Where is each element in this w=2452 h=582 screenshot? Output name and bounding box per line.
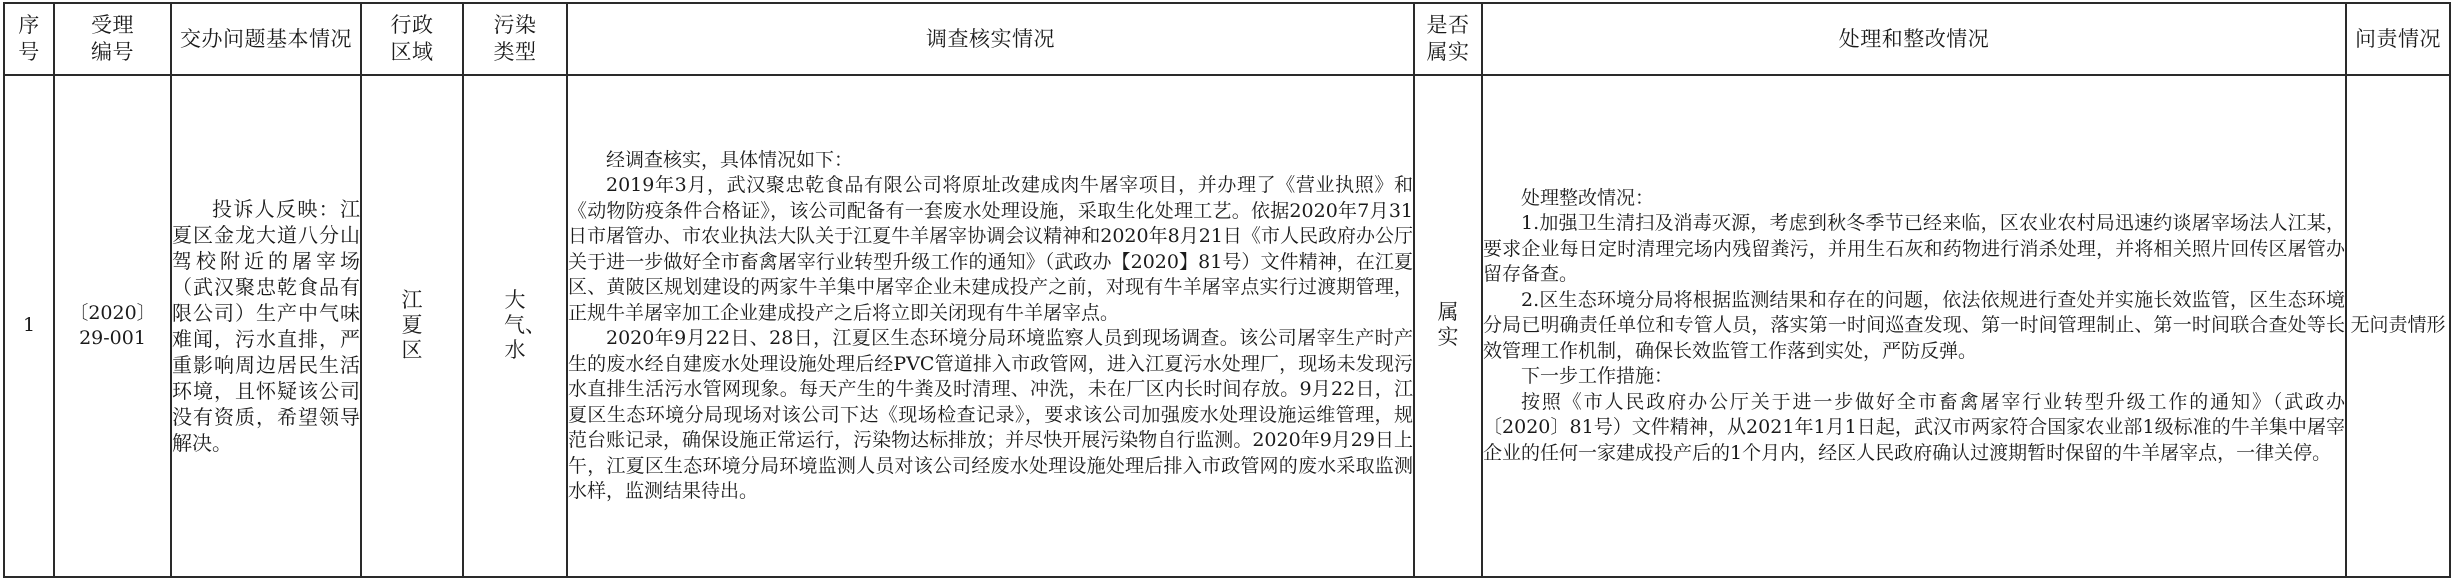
table-row — [4, 75, 2450, 577]
petition-table — [3, 2, 2451, 578]
investigation-para-2: 2019年3月，武汉聚忠乾食品有限公司将原址改建成肉牛屠宰项目，并办理了《营业执照》和《动物防疫条件合格证》，该公司配备有一套废水处理设施，采取生化处理工艺。依据2020年7月31日市屠管办、市农业执法大队关于江夏牛羊屠宰协调会议精神和2020年8月21日《市人民政府办公厅关于进一步做好全市畜禽屠宰行业转型升级工作的通知》（武政办【2020】81号）文件精神，在江夏区、黄陂区规划建设的两家牛羊集中屠宰企业未建成投产之前，对现有牛羊屠宰点实行过渡期管理，正规牛羊屠宰加工企业建成投产之后将立即关闭现有牛羊屠宰点。 — [568, 174, 1413, 324]
investigation-para-3: 2020年9月22日、28日，江夏区生态环境分局环境监察人员到现场调查。该公司屠宰生产时产生的废水经自建废水处理设施处理后经PVC管道排入市政管网，进入江夏污水处理厂，现场未发现污水直排生活污水管网现象。每天产生的牛粪及时清理、冲洗，未在厂区内长时间存放。9月22日，江夏区生态环境分局现场对该公司下达《现场检查记录》，要求该公司加强废水处理设施运维管理，规范台账记录，确保设施正常运行，污染物达标排放；并尽快开展污染物自行监测。2020年9月29日上午，江夏区生态环境分局环境监测人员对该公司经废水处理设施处理后排入市政管网的废水采取监测水样，监测结果待出。 — [568, 327, 1413, 502]
handling-para-3: 2.区生态环境分局将根据监测结果和存在的问题，依法依规进行查处并实施长效监管，区生态环境分局已明确责任单位和专管人员，落实第一时间巡查发现、第一时间管理制止、第一时间联合查处等长效管理工作机制，确保长效监管工作落到实处，严防反弹。 — [1483, 288, 2345, 362]
handling-para-4: 下一步工作措施： — [1521, 365, 1674, 388]
cell-seq: 1 — [4, 75, 54, 577]
investigation-para-1: 经调查核实，具体情况如下： — [606, 148, 854, 171]
cell-accountability: 无问责情形 — [2346, 75, 2450, 577]
header-handling: 处理和整改情况 — [1482, 3, 2346, 75]
header-accountability: 问责情况 — [2346, 3, 2450, 75]
header-pollution-type: 污染 类型 — [463, 3, 567, 75]
header-region: 行政 区域 — [361, 3, 463, 75]
header-verified: 是否 属实 — [1414, 3, 1482, 75]
handling-para-2: 1.加强卫生清扫及消毒灭源，考虑到秋冬季节已经来临，区农业农村局迅速约谈屠宰场法人江某，要求企业每日定时清理完场内残留粪污，并用生石灰和药物进行消杀处理，并将相关照片回传区屠管办留存备查。 — [1483, 212, 2345, 286]
cell-investigation — [567, 75, 1414, 577]
header-case-no: 受理 编号 — [54, 3, 171, 75]
header-investigation: 调查核实情况 — [567, 3, 1414, 75]
cell-case-no: 〔2020〕 29-001 — [54, 75, 171, 577]
cell-handling — [1482, 75, 2346, 577]
handling-para-1: 处理整改情况： — [1521, 186, 1655, 209]
cell-verified: 属实 — [1414, 75, 1482, 577]
header-seq: 序 号 — [4, 3, 54, 75]
cell-region: 江夏区 — [361, 75, 463, 577]
cell-pollution-type: 大气、水 — [463, 75, 567, 577]
header-problem: 交办问题基本情况 — [171, 3, 361, 75]
handling-para-5: 按照《市人民政府办公厅关于进一步做好全市畜禽屠宰行业转型升级工作的通知》（武政办〔2020〕81号）文件精神，从2021年1月1日起，武汉市两家符合国家农业部1级标准的牛羊集中屠宰企业的任何一家建成投产后的1个月内，经区人民政府确认过渡期暂时保留的牛羊屠宰点，一律关停。 — [1483, 390, 2345, 464]
cell-problem: 投诉人反映：江夏区金龙大道八分山驾校附近的屠宰场（武汉聚忠乾食品有限公司）生产中气味难闻，污水直排，严重影响周边居民生活环境，且怀疑该公司没有资质，希望领导解决。 — [171, 75, 361, 577]
header-row — [4, 3, 2450, 75]
